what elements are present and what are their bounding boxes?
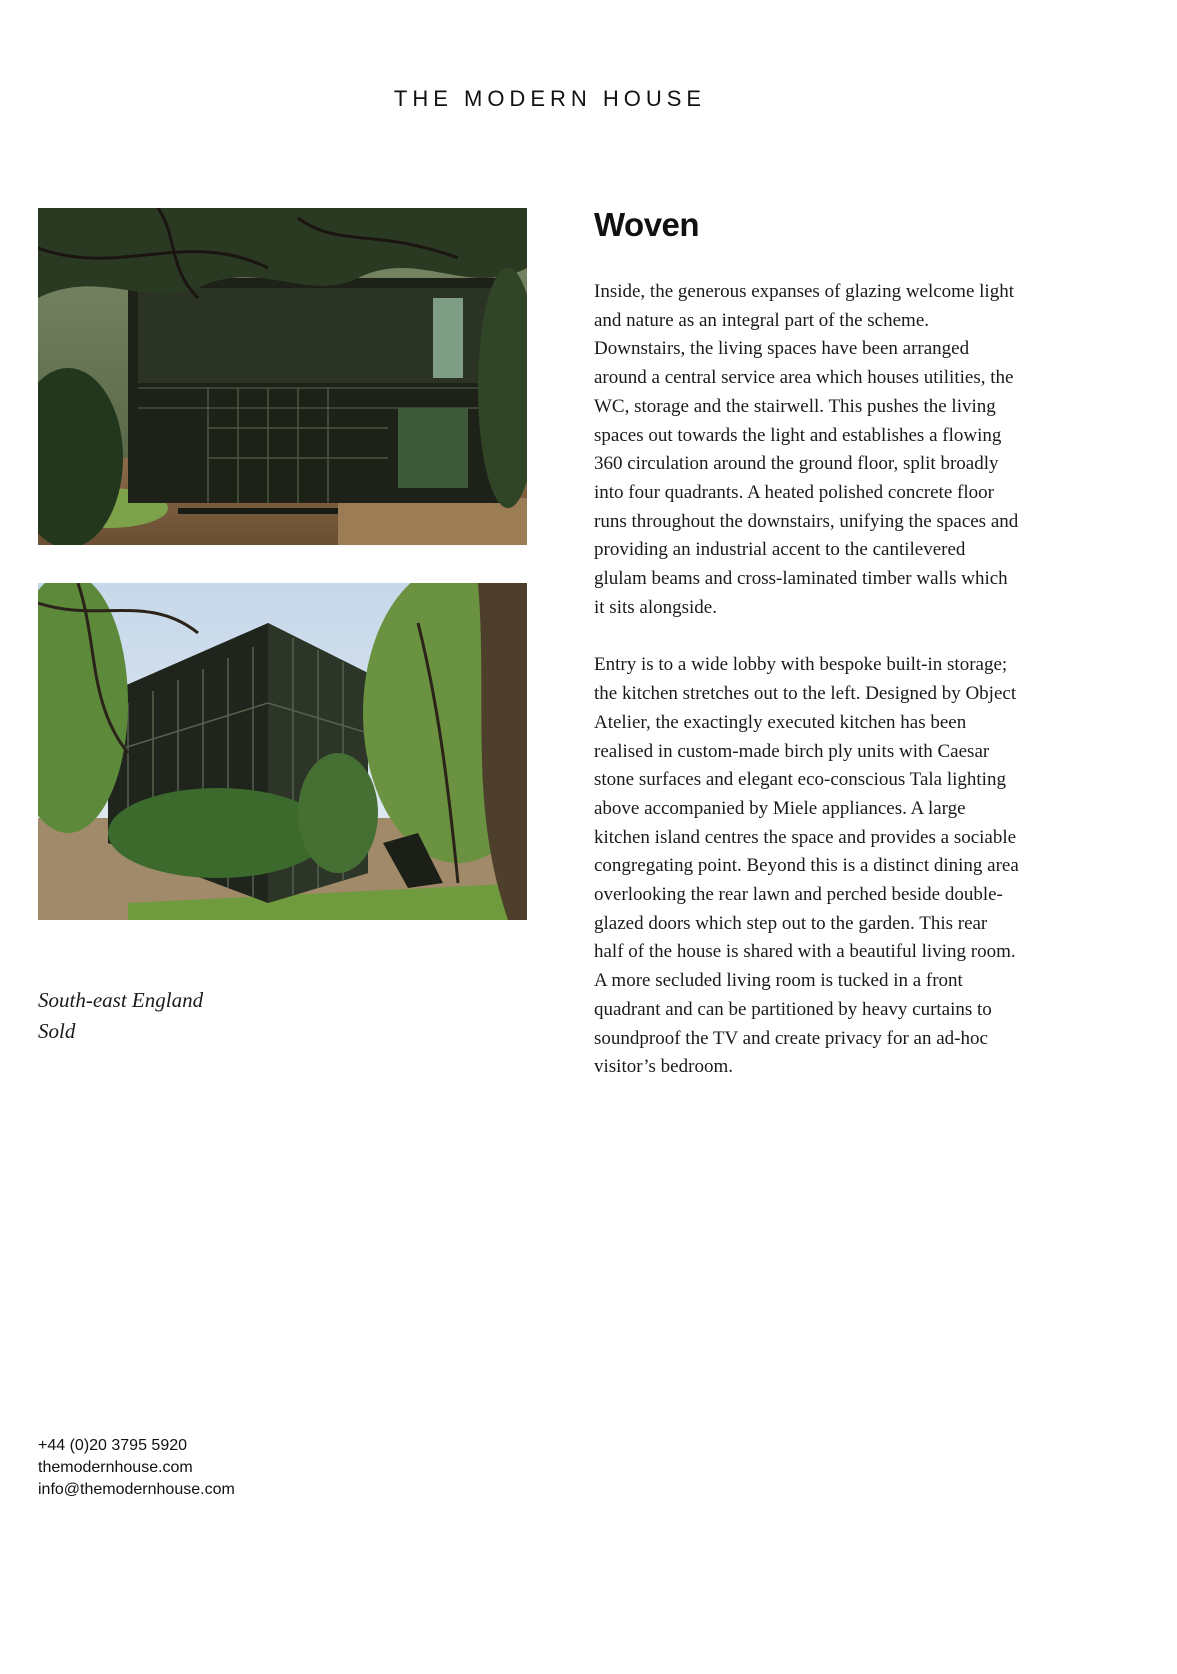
house-photo-2 xyxy=(38,583,527,920)
article-paragraph: Entry is to a wide lobby with bespoke built-in storage; the kitchen stretches out to the left. Designed by Object Atelier, the exactingly executed kitchen has been realised in custom-made birch ply units with Caesar stone surfaces and elegant eco-conscious Tala lighting above accompanied by Miele appliances. A large kitchen island centres the space and provides a sociable congregating point. Beyond this is a distinct dining area overlooking the rear lawn and perched beside double-glazed doors which step out to the garden. This rear half of the house is shared with a beautiful living room. A more secluded living room is tucked in a front quadrant and can be partitioned by heavy curtains to soundproof the TV and create privacy for an ad-hoc visitor’s bedroom. xyxy=(594,654,1019,1078)
property-title: Woven xyxy=(594,206,700,243)
status-label: Sold xyxy=(38,1019,76,1043)
brand-logo: THE MODERN HOUSE xyxy=(393,86,707,111)
house-photo-1 xyxy=(38,208,527,545)
email-link[interactable]: info@themodernhouse.com xyxy=(38,1481,235,1498)
website-link[interactable]: themodernhouse.com xyxy=(38,1459,193,1476)
article-paragraph: Inside, the generous expanses of glazing welcome light and nature as an integral part of the scheme. Downstairs, the living spaces have been arranged around a central service area which houses utilities, the WC, storage and the stairwell. This pushes the living spaces out towards the light and establishes a flowing 360 circulation around the ground floor, split broadly into four quadrants. A heated polished concrete floor runs throughout the downstairs, unifying the spaces and providing an industrial accent to the cantilevered glulam beams and cross-laminated timber walls which it sits alongside. xyxy=(594,281,1019,618)
contact-footer xyxy=(38,1435,235,1501)
article-body xyxy=(594,278,1020,1082)
location-label: South-east England xyxy=(38,988,204,1012)
phone-number[interactable]: +44 (0)20 3795 5920 xyxy=(38,1437,188,1454)
listing-meta xyxy=(38,985,203,1047)
